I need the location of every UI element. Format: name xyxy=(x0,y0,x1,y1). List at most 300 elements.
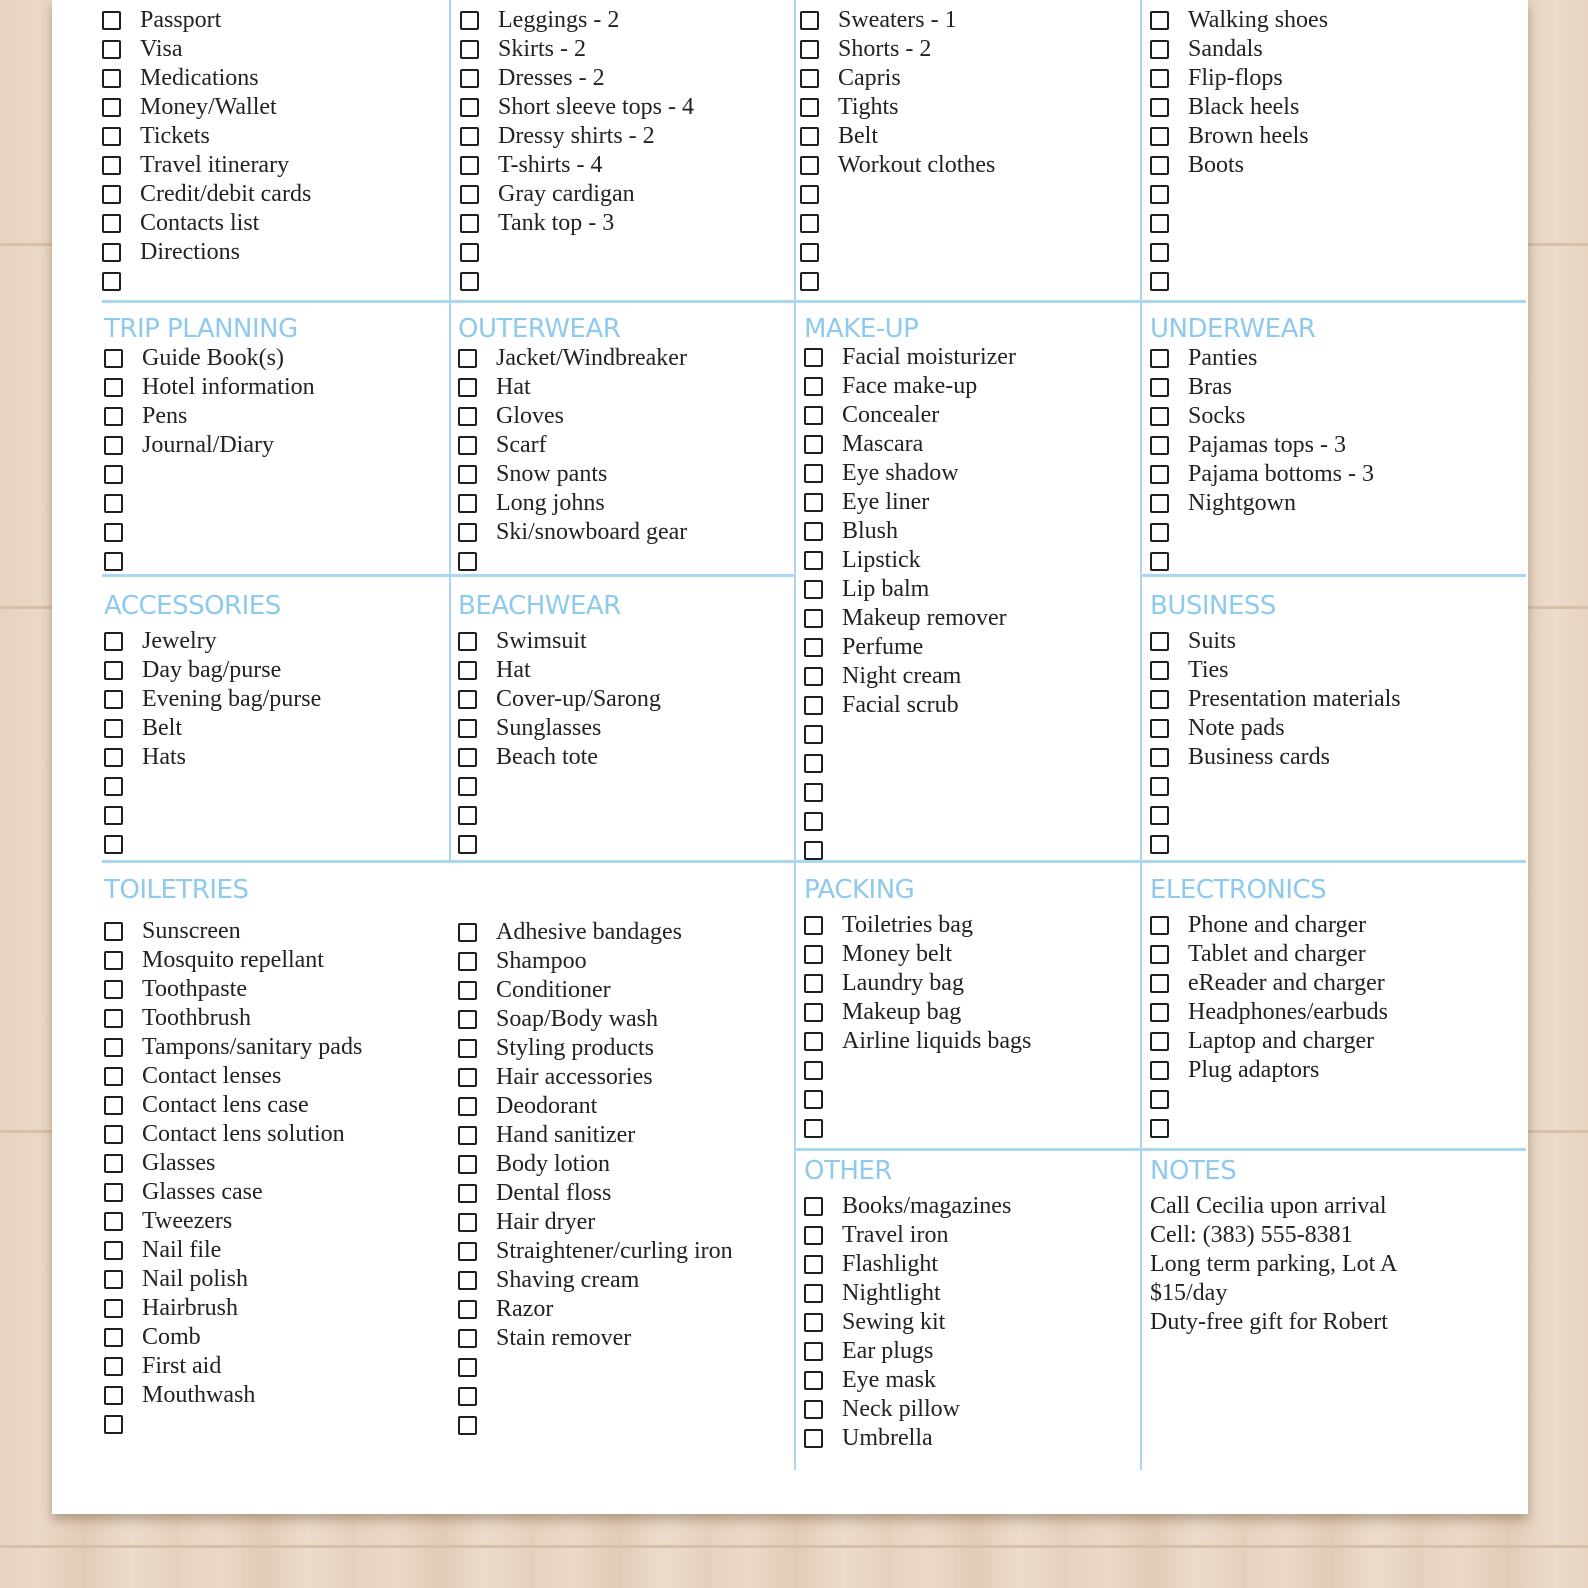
checkbox[interactable] xyxy=(804,348,823,367)
checklist-item[interactable] xyxy=(102,6,311,35)
checklist-item[interactable] xyxy=(460,35,694,64)
checkbox[interactable] xyxy=(800,185,819,204)
checkbox[interactable] xyxy=(1150,835,1169,854)
checklist-item[interactable] xyxy=(458,1208,733,1237)
checklist-item[interactable] xyxy=(1150,489,1374,518)
checklist-item[interactable] xyxy=(1150,714,1401,743)
checkbox[interactable] xyxy=(1150,127,1169,146)
checkbox[interactable] xyxy=(458,835,477,854)
checklist-item[interactable] xyxy=(104,1352,362,1381)
checklist-item[interactable] xyxy=(458,402,687,431)
checkbox[interactable] xyxy=(104,407,123,426)
checklist-item[interactable] xyxy=(800,238,995,267)
checklist-item[interactable] xyxy=(1150,431,1374,460)
checkbox[interactable] xyxy=(804,1371,823,1390)
checkbox[interactable] xyxy=(104,1299,123,1318)
checklist-item[interactable] xyxy=(104,402,315,431)
checklist-item[interactable] xyxy=(460,209,694,238)
checklist-item[interactable] xyxy=(1150,743,1401,772)
checkbox[interactable] xyxy=(458,748,477,767)
checkbox[interactable] xyxy=(102,40,121,59)
checkbox[interactable] xyxy=(102,11,121,30)
checkbox[interactable] xyxy=(458,1300,477,1319)
checkbox[interactable] xyxy=(1150,523,1169,542)
checkbox[interactable] xyxy=(460,127,479,146)
checklist-item[interactable] xyxy=(104,489,315,518)
checklist-item[interactable] xyxy=(104,431,315,460)
checklist-item[interactable] xyxy=(1150,1085,1388,1114)
checklist-item[interactable] xyxy=(458,431,687,460)
checklist-item[interactable] xyxy=(104,714,321,743)
checklist-item[interactable] xyxy=(458,801,661,830)
checklist-item[interactable] xyxy=(104,1062,362,1091)
checkbox[interactable] xyxy=(458,407,477,426)
checklist-item[interactable] xyxy=(458,656,661,685)
checklist-item[interactable] xyxy=(458,489,687,518)
checklist-item[interactable] xyxy=(1150,238,1328,267)
checkbox[interactable] xyxy=(102,243,121,262)
checkbox[interactable] xyxy=(460,40,479,59)
checklist-item[interactable] xyxy=(458,976,733,1005)
checkbox[interactable] xyxy=(458,923,477,942)
checklist-item[interactable] xyxy=(460,122,694,151)
checklist-item[interactable] xyxy=(458,547,687,576)
checkbox[interactable] xyxy=(458,719,477,738)
checkbox[interactable] xyxy=(460,272,479,291)
checklist-item[interactable] xyxy=(800,93,995,122)
checkbox[interactable] xyxy=(458,1184,477,1203)
checklist-item[interactable] xyxy=(104,1033,362,1062)
checkbox[interactable] xyxy=(804,667,823,686)
checklist-item[interactable] xyxy=(104,1004,362,1033)
checkbox[interactable] xyxy=(104,523,123,542)
checkbox[interactable] xyxy=(800,127,819,146)
checkbox[interactable] xyxy=(458,952,477,971)
checklist-item[interactable] xyxy=(804,401,1016,430)
checklist-item[interactable] xyxy=(104,1120,362,1149)
checklist-item[interactable] xyxy=(458,1005,733,1034)
checkbox[interactable] xyxy=(458,690,477,709)
checklist-item[interactable] xyxy=(102,93,311,122)
checklist-item[interactable] xyxy=(800,122,995,151)
checklist-item[interactable] xyxy=(804,1027,1031,1056)
checklist-item[interactable] xyxy=(104,1323,362,1352)
checkbox[interactable] xyxy=(804,435,823,454)
checkbox[interactable] xyxy=(104,436,123,455)
checklist-item[interactable] xyxy=(104,460,315,489)
checkbox[interactable] xyxy=(104,349,123,368)
checkbox[interactable] xyxy=(1150,69,1169,88)
checklist-item[interactable] xyxy=(804,1395,1011,1424)
checklist-item[interactable] xyxy=(804,1279,1011,1308)
checklist-item[interactable] xyxy=(102,238,311,267)
checklist-item[interactable] xyxy=(104,917,362,946)
checklist-item[interactable] xyxy=(458,1295,733,1324)
checkbox[interactable] xyxy=(104,806,123,825)
checklist-item[interactable] xyxy=(104,830,321,859)
checklist-item[interactable] xyxy=(804,1424,1011,1453)
checkbox[interactable] xyxy=(1150,1090,1169,1109)
checkbox[interactable] xyxy=(104,951,123,970)
checklist-item[interactable] xyxy=(804,1250,1011,1279)
checklist-item[interactable] xyxy=(1150,373,1374,402)
checkbox[interactable] xyxy=(804,696,823,715)
checkbox[interactable] xyxy=(804,754,823,773)
checkbox[interactable] xyxy=(104,1183,123,1202)
checkbox[interactable] xyxy=(804,1226,823,1245)
checklist-item[interactable] xyxy=(804,940,1031,969)
checkbox[interactable] xyxy=(804,945,823,964)
checklist-item[interactable] xyxy=(104,801,321,830)
checklist-item[interactable] xyxy=(1150,911,1388,940)
checkbox[interactable] xyxy=(804,551,823,570)
checklist-item[interactable] xyxy=(104,1091,362,1120)
checklist-item[interactable] xyxy=(104,627,321,656)
checklist-item[interactable] xyxy=(804,1221,1011,1250)
checkbox[interactable] xyxy=(458,1213,477,1232)
checkbox[interactable] xyxy=(458,378,477,397)
checkbox[interactable] xyxy=(104,835,123,854)
checkbox[interactable] xyxy=(1150,465,1169,484)
checklist-item[interactable] xyxy=(458,1063,733,1092)
checkbox[interactable] xyxy=(460,69,479,88)
checklist-item[interactable] xyxy=(104,772,321,801)
checkbox[interactable] xyxy=(458,349,477,368)
checkbox[interactable] xyxy=(804,1255,823,1274)
checklist-item[interactable] xyxy=(458,714,661,743)
checklist-item[interactable] xyxy=(1150,830,1401,859)
checkbox[interactable] xyxy=(800,156,819,175)
checklist-item[interactable] xyxy=(804,546,1016,575)
checkbox[interactable] xyxy=(104,1328,123,1347)
checklist-item[interactable] xyxy=(458,1382,733,1411)
checkbox[interactable] xyxy=(458,1387,477,1406)
checklist-item[interactable] xyxy=(102,122,311,151)
checklist-item[interactable] xyxy=(1150,627,1401,656)
checkbox[interactable] xyxy=(458,1155,477,1174)
checklist-item[interactable] xyxy=(458,685,661,714)
checkbox[interactable] xyxy=(460,214,479,233)
checkbox[interactable] xyxy=(1150,748,1169,767)
checkbox[interactable] xyxy=(104,1154,123,1173)
checklist-item[interactable] xyxy=(104,373,315,402)
checkbox[interactable] xyxy=(104,1038,123,1057)
checklist-item[interactable] xyxy=(458,743,661,772)
checkbox[interactable] xyxy=(458,1329,477,1348)
checklist-item[interactable] xyxy=(800,64,995,93)
checkbox[interactable] xyxy=(1150,690,1169,709)
checkbox[interactable] xyxy=(458,1358,477,1377)
checkbox[interactable] xyxy=(458,1010,477,1029)
checkbox[interactable] xyxy=(1150,272,1169,291)
checklist-item[interactable] xyxy=(800,6,995,35)
checklist-item[interactable] xyxy=(804,1085,1031,1114)
checklist-item[interactable] xyxy=(458,1266,733,1295)
checkbox[interactable] xyxy=(804,1284,823,1303)
checklist-item[interactable] xyxy=(458,947,733,976)
checkbox[interactable] xyxy=(104,1096,123,1115)
checklist-item[interactable] xyxy=(1150,209,1328,238)
checkbox[interactable] xyxy=(104,494,123,513)
checklist-item[interactable] xyxy=(104,1149,362,1178)
checkbox[interactable] xyxy=(104,465,123,484)
checkbox[interactable] xyxy=(804,812,823,831)
checklist-item[interactable] xyxy=(458,344,687,373)
checklist-item[interactable] xyxy=(1150,547,1374,576)
checkbox[interactable] xyxy=(1150,916,1169,935)
checklist-item[interactable] xyxy=(104,547,315,576)
checklist-item[interactable] xyxy=(804,372,1016,401)
checklist-item[interactable] xyxy=(1150,969,1388,998)
checklist-item[interactable] xyxy=(800,151,995,180)
checkbox[interactable] xyxy=(804,580,823,599)
checklist-item[interactable] xyxy=(804,1056,1031,1085)
checkbox[interactable] xyxy=(804,1090,823,1109)
checklist-item[interactable] xyxy=(1150,518,1374,547)
checklist-item[interactable] xyxy=(1150,6,1328,35)
checklist-item[interactable] xyxy=(1150,267,1328,296)
checklist-item[interactable] xyxy=(804,1308,1011,1337)
checklist-item[interactable] xyxy=(804,720,1016,749)
checkbox[interactable] xyxy=(460,11,479,30)
checklist-item[interactable] xyxy=(458,830,661,859)
checkbox[interactable] xyxy=(102,156,121,175)
checklist-item[interactable] xyxy=(458,460,687,489)
checkbox[interactable] xyxy=(104,632,123,651)
checklist-item[interactable] xyxy=(458,1034,733,1063)
checklist-item[interactable] xyxy=(1150,93,1328,122)
checkbox[interactable] xyxy=(804,1003,823,1022)
checklist-item[interactable] xyxy=(104,518,315,547)
checkbox[interactable] xyxy=(1150,378,1169,397)
checklist-item[interactable] xyxy=(1150,402,1374,431)
checkbox[interactable] xyxy=(804,783,823,802)
checkbox[interactable] xyxy=(458,632,477,651)
checkbox[interactable] xyxy=(804,1061,823,1080)
checklist-item[interactable] xyxy=(104,344,315,373)
checkbox[interactable] xyxy=(104,748,123,767)
checklist-item[interactable] xyxy=(104,975,362,1004)
checkbox[interactable] xyxy=(804,377,823,396)
checkbox[interactable] xyxy=(102,127,121,146)
checkbox[interactable] xyxy=(102,98,121,117)
checkbox[interactable] xyxy=(458,1068,477,1087)
checkbox[interactable] xyxy=(1150,1061,1169,1080)
checklist-item[interactable] xyxy=(804,430,1016,459)
checkbox[interactable] xyxy=(1150,1119,1169,1138)
checkbox[interactable] xyxy=(1150,243,1169,262)
checklist-item[interactable] xyxy=(104,1265,362,1294)
checklist-item[interactable] xyxy=(804,969,1031,998)
checkbox[interactable] xyxy=(804,522,823,541)
checkbox[interactable] xyxy=(458,1039,477,1058)
checkbox[interactable] xyxy=(104,1241,123,1260)
checklist-item[interactable] xyxy=(102,151,311,180)
checklist-item[interactable] xyxy=(1150,344,1374,373)
checkbox[interactable] xyxy=(804,725,823,744)
checkbox[interactable] xyxy=(460,185,479,204)
checklist-item[interactable] xyxy=(800,180,995,209)
checkbox[interactable] xyxy=(104,690,123,709)
checkbox[interactable] xyxy=(1150,806,1169,825)
checkbox[interactable] xyxy=(104,1270,123,1289)
checkbox[interactable] xyxy=(1150,40,1169,59)
checklist-item[interactable] xyxy=(460,238,694,267)
checkbox[interactable] xyxy=(104,661,123,680)
checkbox[interactable] xyxy=(804,1119,823,1138)
checklist-item[interactable] xyxy=(104,1381,362,1410)
checklist-item[interactable] xyxy=(460,267,694,296)
checkbox[interactable] xyxy=(800,69,819,88)
checklist-item[interactable] xyxy=(458,1150,733,1179)
checklist-item[interactable] xyxy=(804,488,1016,517)
checkbox[interactable] xyxy=(458,436,477,455)
checklist-item[interactable] xyxy=(458,1411,733,1440)
checkbox[interactable] xyxy=(104,1212,123,1231)
checkbox[interactable] xyxy=(1150,98,1169,117)
checklist-item[interactable] xyxy=(458,1353,733,1382)
checklist-item[interactable] xyxy=(102,209,311,238)
checkbox[interactable] xyxy=(104,1067,123,1086)
checkbox[interactable] xyxy=(102,69,121,88)
checkbox[interactable] xyxy=(1150,349,1169,368)
checkbox[interactable] xyxy=(458,1271,477,1290)
checklist-item[interactable] xyxy=(1150,35,1328,64)
checkbox[interactable] xyxy=(804,1032,823,1051)
checklist-item[interactable] xyxy=(800,267,995,296)
checkbox[interactable] xyxy=(104,980,123,999)
checklist-item[interactable] xyxy=(800,209,995,238)
checkbox[interactable] xyxy=(104,777,123,796)
checkbox[interactable] xyxy=(102,185,121,204)
checklist-item[interactable] xyxy=(104,946,362,975)
checkbox[interactable] xyxy=(458,465,477,484)
checklist-item[interactable] xyxy=(458,772,661,801)
checklist-item[interactable] xyxy=(458,1092,733,1121)
checkbox[interactable] xyxy=(458,1097,477,1116)
checklist-item[interactable] xyxy=(460,64,694,93)
checkbox[interactable] xyxy=(1150,494,1169,513)
checklist-item[interactable] xyxy=(1150,151,1328,180)
checklist-item[interactable] xyxy=(460,151,694,180)
checklist-item[interactable] xyxy=(804,1337,1011,1366)
checklist-item[interactable] xyxy=(458,1121,733,1150)
checkbox[interactable] xyxy=(104,1386,123,1405)
checklist-item[interactable] xyxy=(804,343,1016,372)
checklist-item[interactable] xyxy=(104,1294,362,1323)
checkbox[interactable] xyxy=(804,1313,823,1332)
checkbox[interactable] xyxy=(1150,156,1169,175)
checklist-item[interactable] xyxy=(1150,460,1374,489)
checkbox[interactable] xyxy=(1150,661,1169,680)
checkbox[interactable] xyxy=(1150,436,1169,455)
checkbox[interactable] xyxy=(804,841,823,860)
checklist-item[interactable] xyxy=(1150,1114,1388,1143)
checklist-item[interactable] xyxy=(804,998,1031,1027)
checklist-item[interactable] xyxy=(458,373,687,402)
checkbox[interactable] xyxy=(1150,974,1169,993)
checklist-item[interactable] xyxy=(804,1192,1011,1221)
checkbox[interactable] xyxy=(1150,632,1169,651)
checklist-item[interactable] xyxy=(1150,772,1401,801)
checklist-item[interactable] xyxy=(1150,940,1388,969)
checklist-item[interactable] xyxy=(1150,1056,1388,1085)
checklist-item[interactable] xyxy=(804,807,1016,836)
checklist-item[interactable] xyxy=(804,459,1016,488)
checklist-item[interactable] xyxy=(1150,122,1328,151)
checklist-item[interactable] xyxy=(460,93,694,122)
checkbox[interactable] xyxy=(804,1197,823,1216)
checklist-item[interactable] xyxy=(104,1207,362,1236)
checklist-item[interactable] xyxy=(104,1410,362,1439)
checklist-item[interactable] xyxy=(458,627,661,656)
checkbox[interactable] xyxy=(1150,552,1169,571)
checkbox[interactable] xyxy=(800,40,819,59)
checklist-item[interactable] xyxy=(804,911,1031,940)
checkbox[interactable] xyxy=(1150,1032,1169,1051)
checkbox[interactable] xyxy=(804,916,823,935)
checklist-item[interactable] xyxy=(458,1324,733,1353)
checkbox[interactable] xyxy=(460,156,479,175)
checkbox[interactable] xyxy=(102,272,121,291)
checklist-item[interactable] xyxy=(1150,801,1401,830)
checklist-item[interactable] xyxy=(804,662,1016,691)
checklist-item[interactable] xyxy=(104,656,321,685)
checklist-item[interactable] xyxy=(102,180,311,209)
checkbox[interactable] xyxy=(804,638,823,657)
checkbox[interactable] xyxy=(458,552,477,571)
checkbox[interactable] xyxy=(104,378,123,397)
checkbox[interactable] xyxy=(104,1357,123,1376)
checkbox[interactable] xyxy=(1150,719,1169,738)
checklist-item[interactable] xyxy=(102,267,311,296)
checkbox[interactable] xyxy=(1150,1003,1169,1022)
checkbox[interactable] xyxy=(800,243,819,262)
checkbox[interactable] xyxy=(804,406,823,425)
checkbox[interactable] xyxy=(804,1429,823,1448)
checkbox[interactable] xyxy=(804,609,823,628)
checkbox[interactable] xyxy=(804,974,823,993)
checklist-item[interactable] xyxy=(104,743,321,772)
checkbox[interactable] xyxy=(458,661,477,680)
checklist-item[interactable] xyxy=(1150,656,1401,685)
checkbox[interactable] xyxy=(102,214,121,233)
checkbox[interactable] xyxy=(104,1009,123,1028)
checkbox[interactable] xyxy=(458,494,477,513)
checkbox[interactable] xyxy=(800,11,819,30)
checklist-item[interactable] xyxy=(804,604,1016,633)
checklist-item[interactable] xyxy=(460,6,694,35)
checkbox[interactable] xyxy=(804,464,823,483)
checklist-item[interactable] xyxy=(458,1179,733,1208)
checkbox[interactable] xyxy=(104,1125,123,1144)
checkbox[interactable] xyxy=(458,523,477,542)
checkbox[interactable] xyxy=(460,243,479,262)
checkbox[interactable] xyxy=(458,777,477,796)
checklist-item[interactable] xyxy=(458,518,687,547)
checkbox[interactable] xyxy=(104,552,123,571)
checklist-item[interactable] xyxy=(804,778,1016,807)
checklist-item[interactable] xyxy=(804,575,1016,604)
checkbox[interactable] xyxy=(804,493,823,512)
checklist-item[interactable] xyxy=(1150,1027,1388,1056)
checkbox[interactable] xyxy=(104,922,123,941)
checklist-item[interactable] xyxy=(458,1237,733,1266)
checkbox[interactable] xyxy=(1150,407,1169,426)
checkbox[interactable] xyxy=(800,98,819,117)
checklist-item[interactable] xyxy=(804,1366,1011,1395)
checkbox[interactable] xyxy=(804,1400,823,1419)
